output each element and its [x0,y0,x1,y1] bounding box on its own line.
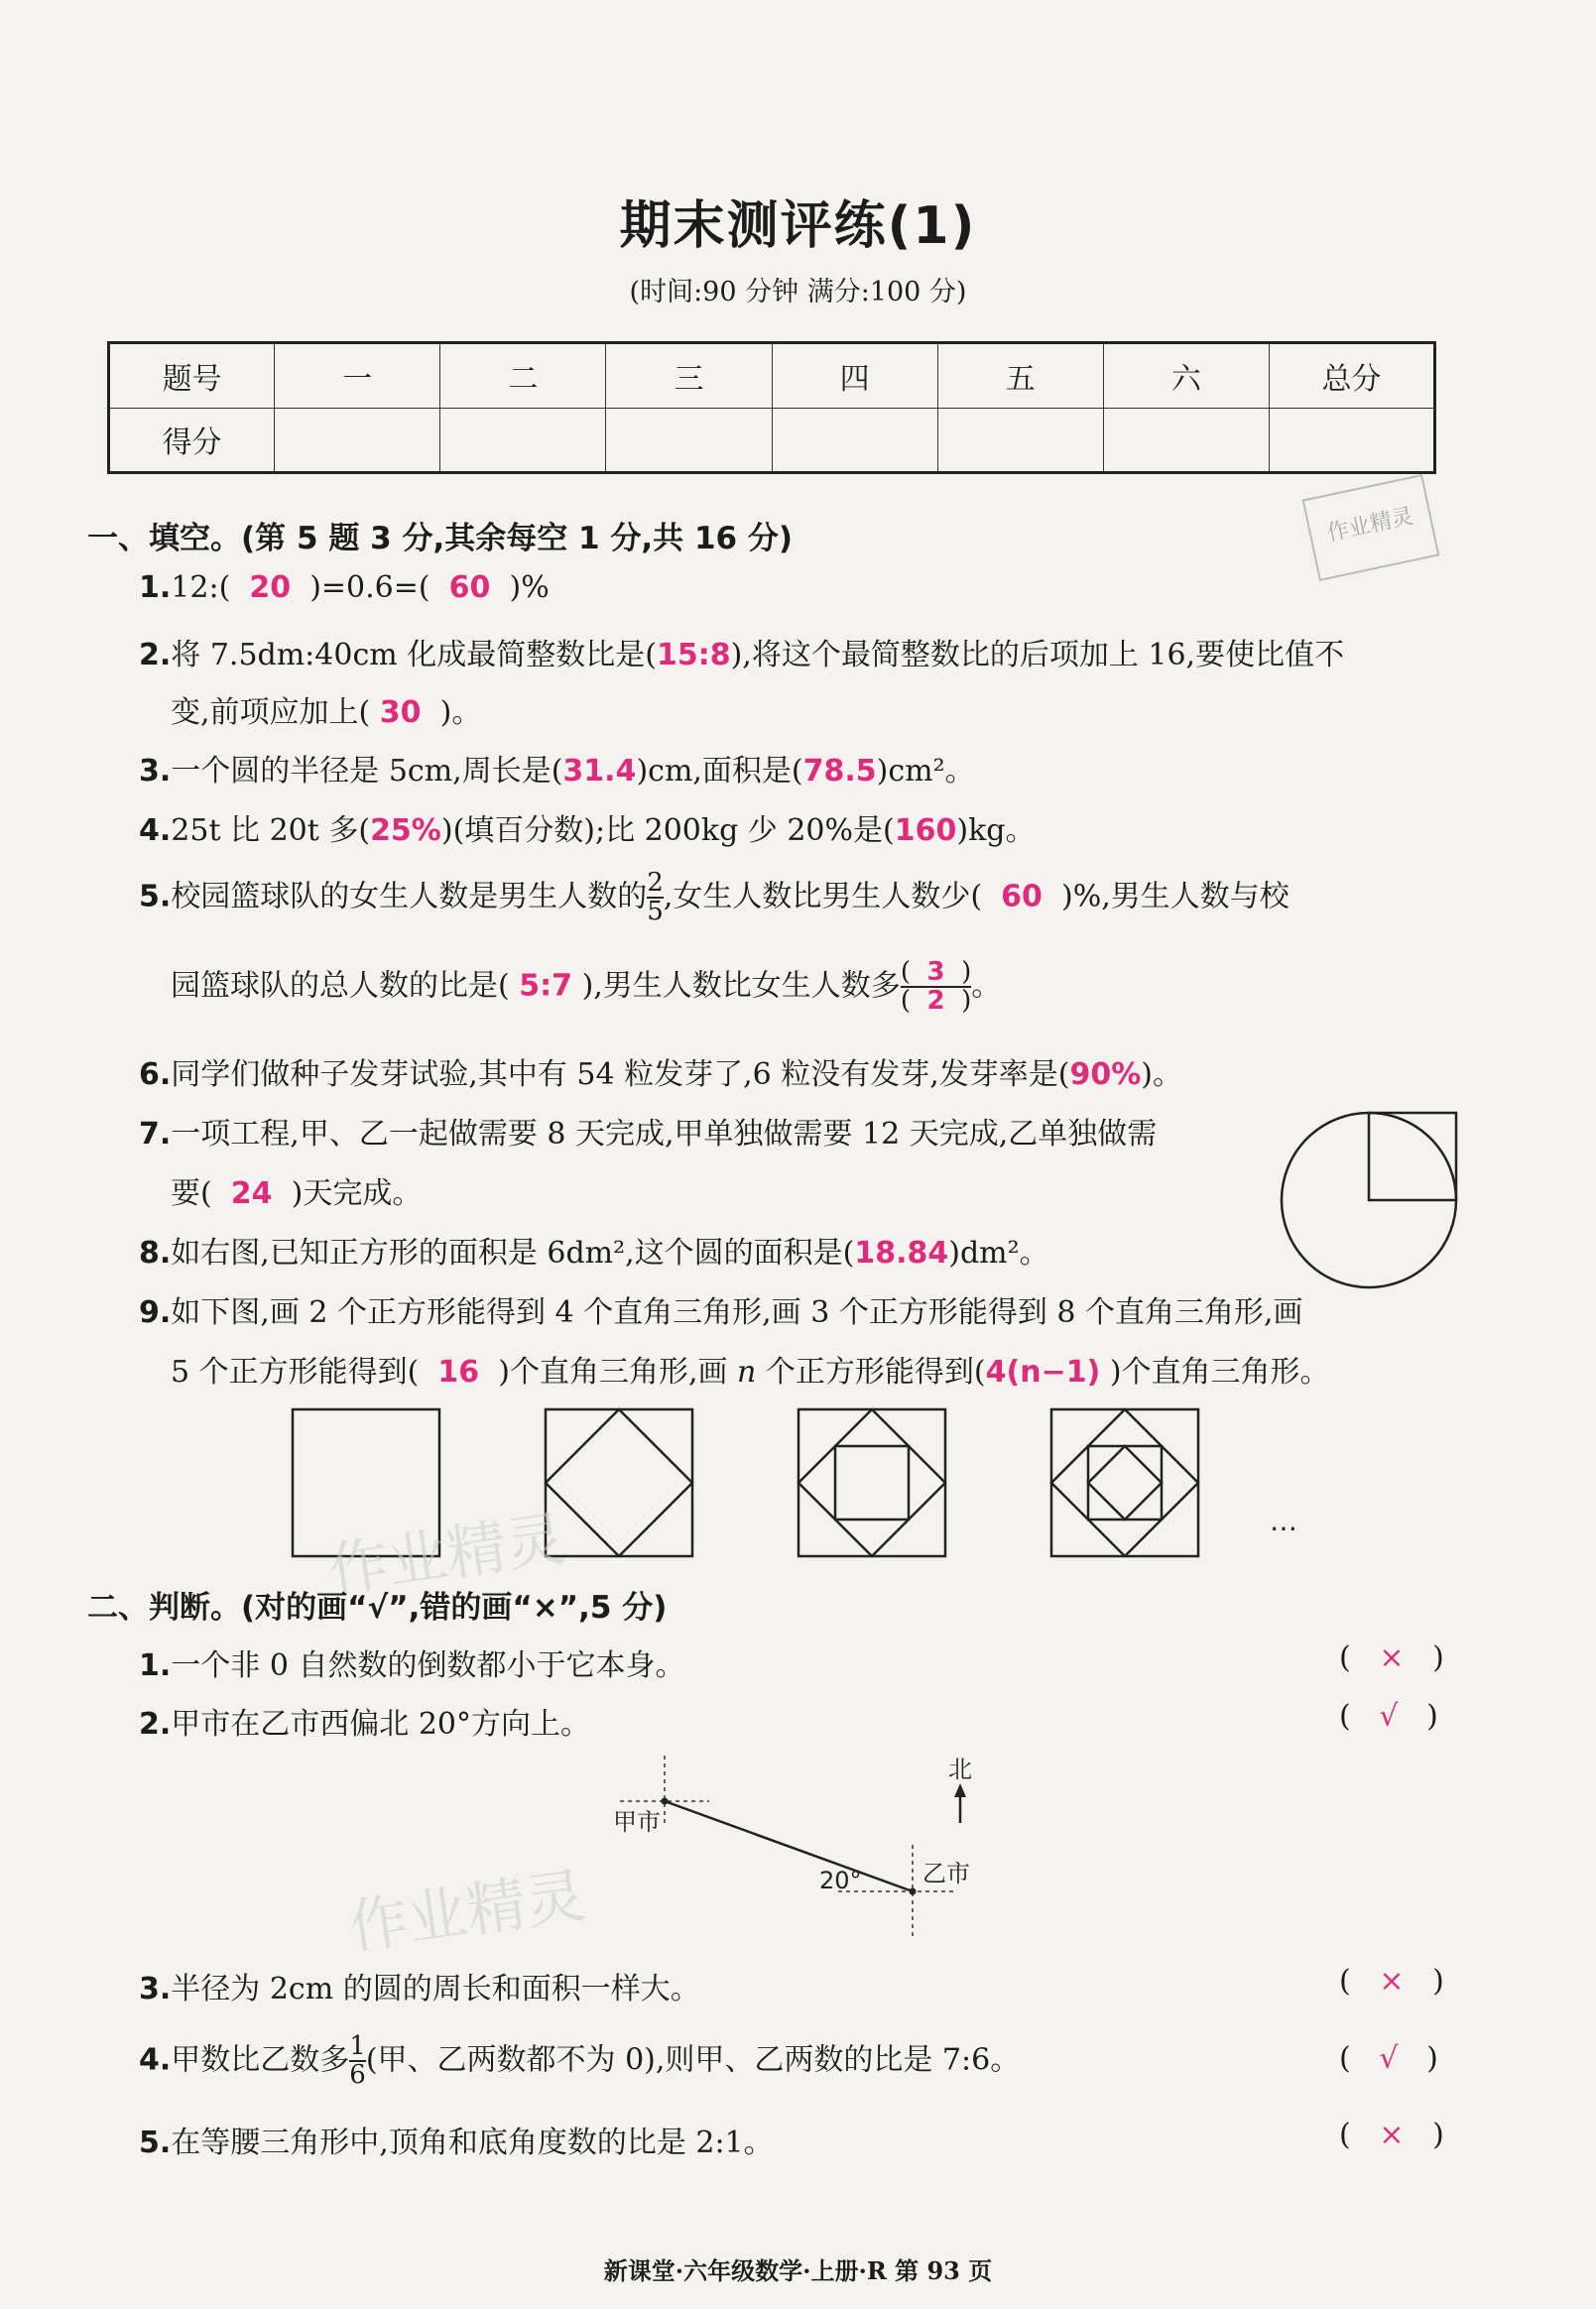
score-cell [937,408,1103,473]
score-table-header-row [109,343,1435,409]
score-cell [1103,408,1269,473]
score-header: 总分 [1269,343,1434,409]
question-5-line1: 5.校园篮球队的女生人数是男生人数的 $\frac{2}{5}$ ,女生人数比男生人数少( 60 )%,男生人数与校 [139,868,1289,927]
question-4: 4.25t 比 20t 多(25%)(填百分数);比 200kg 少 20%是(160)kg。 [139,813,1036,848]
question-8: 8.如右图,已知正方形的面积是 6dm²,这个圆的面积是(18.84)dm²。 [139,1236,1049,1271]
section2-heading: 二、判断。(对的画“√”,错的画“×”,5 分) [87,1590,668,1626]
page-title: 期末测评练(1) [619,196,977,256]
watermark: 作业精灵 [323,1504,570,1607]
north-label: 北 [948,1756,972,1783]
score-cell [1269,408,1434,473]
page-footer: 新课堂·六年级数学·上册·R 第 93 页 [603,2256,993,2285]
question-3: 3.一个圆的半径是 5cm,周长是(31.4)cm,面积是(78.5)cm²。 [139,754,975,789]
city-a-label: 甲市 [613,1808,661,1836]
question-2-line2: 变,前项应加上( 30 )。 [171,695,482,730]
score-header: 题号 [109,343,275,409]
city-b-label: 乙市 [922,1860,970,1887]
judge-item-1: 1.一个非 0 自然数的倒数都小于它本身。 [139,1648,685,1683]
fraction-1-6: $\frac{1}{6}$ [349,2031,366,2091]
question-9-line1: 9.如下图,画 2 个正方形能得到 4 个直角三角形,画 3 个正方形能得到 8 个直角三角形,画 [139,1295,1303,1330]
score-header: 二 [440,343,606,409]
judge-item-5: 5.在等腰三角形中,顶角和底角度数的比是 2:1。 [139,2126,774,2160]
score-cell [440,408,606,473]
homework-stamp: 作业精灵 [1302,474,1440,581]
judge-answer-3: ( × ) [1339,1964,1444,1999]
direction-diagram [595,1756,1012,1944]
score-table [107,341,1436,474]
score-header: 一 [275,343,440,409]
score-cell [275,408,440,473]
judge-item-2: 2.甲市在乙市西偏北 20°方向上。 [139,1707,590,1742]
page-subtitle: (时间:90 分钟 满分:100 分) [629,277,967,307]
question-9-line2: 5 个正方形能得到( 16 )个直角三角形,画 n 个正方形能得到(4(n−1) )个直角三角形。 [171,1355,1330,1390]
question-1: 1.12:( 20 )=0.6=( 60 )% [139,570,550,605]
pattern-2-squares [546,1409,692,1556]
judge-item-4: 4.甲数比乙数多 $\frac{1}{6}$ (甲、乙两数都不为 0),则甲、乙两数的比是 7:6。 [139,2031,1021,2091]
ellipsis: … [1270,1505,1297,1537]
score-header: 四 [772,343,937,409]
fraction-answer: $\frac{( 3 )}{( 2 )}$ [900,957,972,1017]
score-row-label: 得分 [109,408,275,473]
question-2-line1: 2.将 7.5dm:40cm 化成最简整数比是(15:8),将这个最简整数比的后项加上 16,要使比值不 [139,638,1345,672]
pattern-3-squares [798,1409,945,1556]
score-header: 六 [1103,343,1269,409]
question-5-line2: 园篮球队的总人数的比是( 5:7 ),男生人数比女生人数多 $\frac{( 3 )}{( 2 )}$ 。 [171,957,1002,1017]
judge-answer-4: ( √ ) [1339,2041,1438,2076]
question-7-line1: 7.一项工程,甲、乙一起做需要 8 天完成,甲单独做需要 12 天完成,乙单独做需 [139,1117,1158,1152]
judge-answer-1: ( × ) [1339,1641,1444,1675]
watermark: 作业精灵 [343,1861,590,1964]
score-header: 五 [937,343,1103,409]
section1-heading: 一、填空。(第 5 题 3 分,其余每空 1 分,共 16 分) [87,521,794,556]
question-6: 6.同学们做种子发芽试验,其中有 54 粒发芽了,6 粒没有发芽,发芽率是(90%)。 [139,1057,1182,1092]
judge-answer-5: ( × ) [1339,2118,1444,2152]
angle-label: 20° [819,1867,862,1894]
score-table-score-row [109,408,1435,473]
judge-item-3: 3.半径为 2cm 的圆的周长和面积一样大。 [139,1972,700,2006]
score-header: 三 [606,343,772,409]
judge-answer-2: ( √ ) [1339,1699,1438,1734]
circle-square-figure [1278,1106,1466,1294]
fraction-2-5: $\frac{2}{5}$ [647,868,664,927]
question-7-line2: 要( 24 )天完成。 [171,1176,423,1211]
pattern-4-squares [1051,1409,1198,1556]
direction-line [665,1801,913,1891]
score-cell [606,408,772,473]
score-cell [772,408,937,473]
